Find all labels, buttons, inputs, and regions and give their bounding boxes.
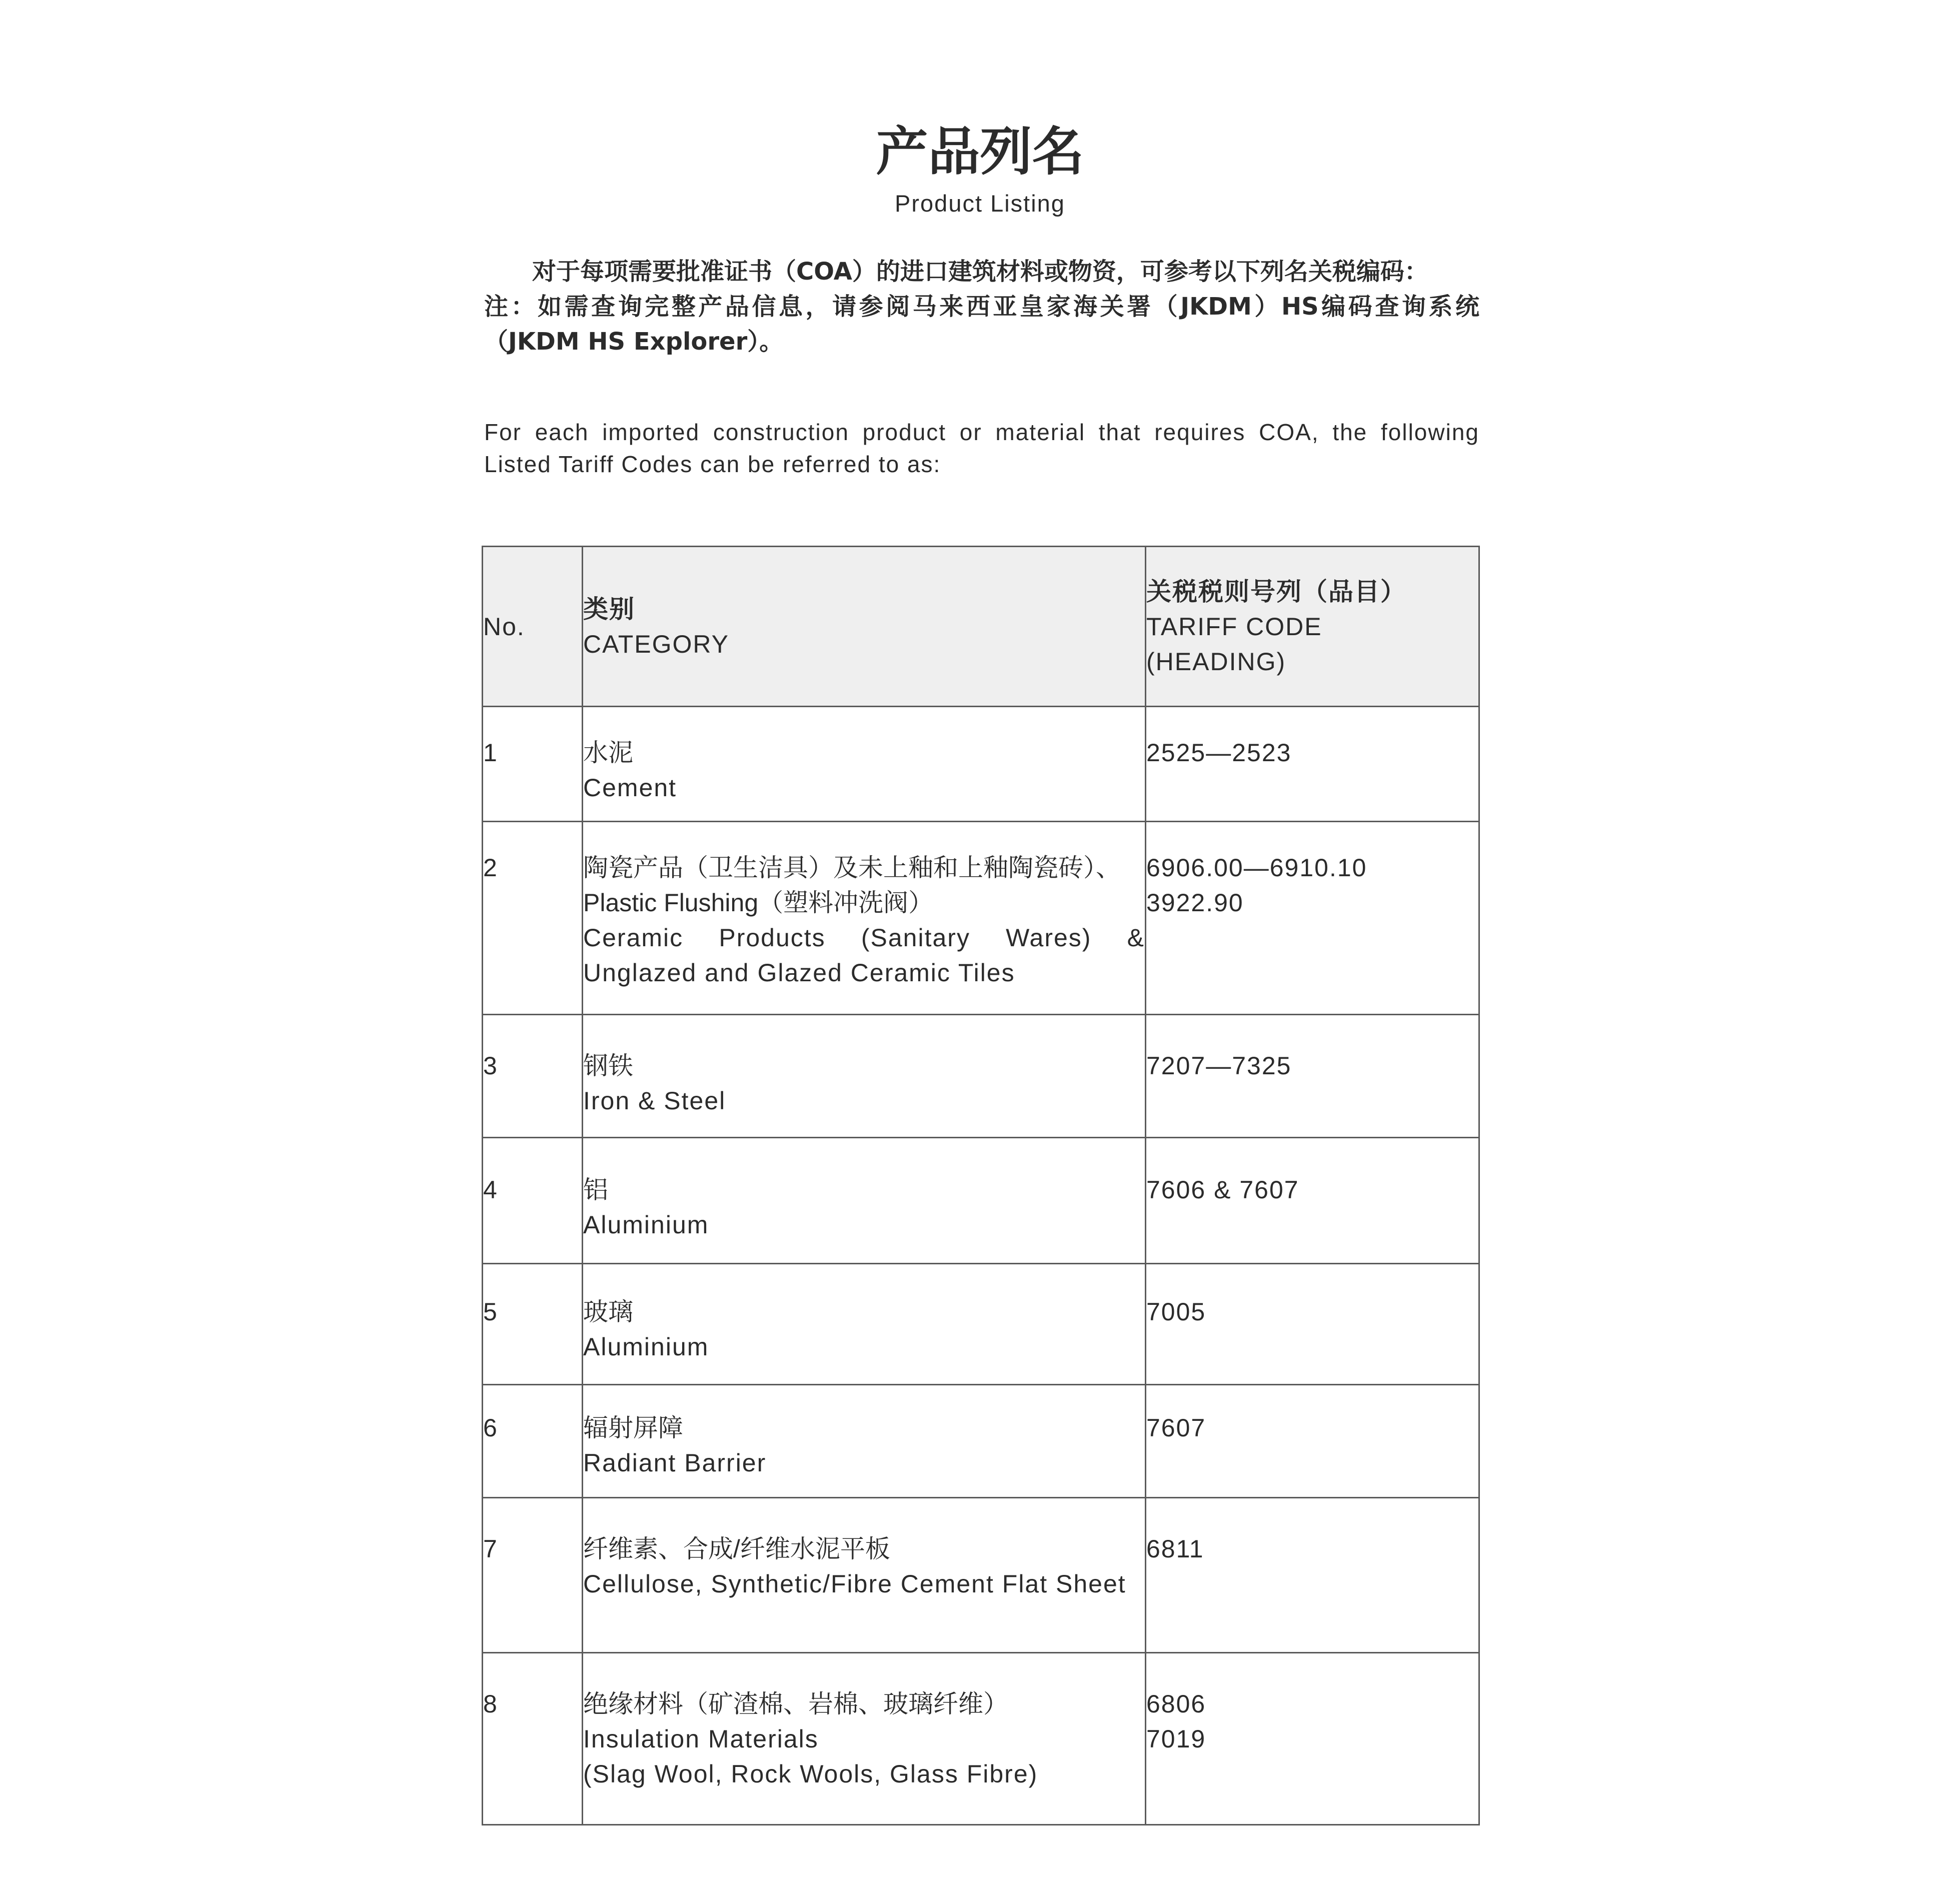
category-zh: 辐射屏障 <box>583 1414 683 1442</box>
header-code-en-1: TARIFF CODE <box>1146 612 1322 641</box>
intro-zh-paragraph-2: 注：如需查询完整产品信息，请参阅马来西亚皇家海关署（JKDM）HS编码查询系统（JKDM HS Explorer）。 <box>484 293 1479 356</box>
category-zh: 纤维素、合成/纤维水泥平板 <box>583 1535 890 1563</box>
intro-zh <box>484 254 1479 359</box>
table-row <box>483 1385 1479 1498</box>
header-code-en-2: (HEADING) <box>1146 647 1286 676</box>
row-number: 3 <box>483 1015 583 1138</box>
row-tariff-code <box>1146 707 1479 822</box>
tariff-code-table <box>482 546 1480 1825</box>
category-en: Aluminium <box>583 1211 709 1239</box>
row-number: 4 <box>483 1138 583 1264</box>
row-tariff-code <box>1146 822 1479 1015</box>
table-row <box>483 822 1479 1015</box>
category-zh: 绝缘材料（矿渣棉、岩棉、玻璃纤维） <box>583 1690 1008 1718</box>
category-zh: 水泥 <box>583 739 633 767</box>
row-category <box>583 1385 1146 1498</box>
table-row <box>483 1264 1479 1385</box>
table-row <box>483 1653 1479 1825</box>
row-category <box>583 1498 1146 1653</box>
category-zh: 陶瓷产品（卫生洁具）及未上釉和上釉陶瓷砖）、Plastic Flushing（塑料冲洗阀） <box>583 854 1121 917</box>
header-no: No. <box>483 547 583 707</box>
tariff-code-value: 7207—7325 <box>1146 1052 1292 1080</box>
row-number: 8 <box>483 1653 583 1825</box>
category-en: Cement <box>583 774 677 802</box>
page-title-zh: 产品列名 <box>876 121 1084 182</box>
table-row <box>483 1015 1479 1138</box>
row-category <box>583 822 1146 1015</box>
category-zh: 铝 <box>583 1176 608 1204</box>
category-zh: 玻璃 <box>583 1298 633 1326</box>
table-row <box>483 1498 1479 1653</box>
tariff-code-value: 6906.00—6910.10 3922.90 <box>1146 854 1367 917</box>
header-category-en: CATEGORY <box>583 630 729 658</box>
tariff-code-value: 7607 <box>1146 1414 1206 1442</box>
row-number: 7 <box>483 1498 583 1653</box>
category-en: Ceramic Products (Sanitary Wares) & Unglazed and Glazed Ceramic Tiles <box>583 924 1145 987</box>
category-zh: 钢铁 <box>583 1052 633 1080</box>
row-number: 1 <box>483 707 583 822</box>
row-category <box>583 707 1146 822</box>
row-category <box>583 1653 1146 1825</box>
category-en: Radiant Barrier <box>583 1449 767 1477</box>
tariff-code-value: 6811 <box>1146 1535 1204 1563</box>
tariff-code-value: 2525—2523 <box>1146 739 1292 767</box>
row-tariff-code <box>1146 1015 1479 1138</box>
table-header-row <box>483 547 1479 707</box>
tariff-code-value: 7005 <box>1146 1298 1206 1326</box>
row-tariff-code <box>1146 1138 1479 1264</box>
row-category <box>583 1015 1146 1138</box>
row-tariff-code <box>1146 1385 1479 1498</box>
row-number: 2 <box>483 822 583 1015</box>
page-title-en: Product Listing <box>895 190 1065 217</box>
category-en: Aluminium <box>583 1333 709 1361</box>
row-category <box>583 1138 1146 1264</box>
row-category <box>583 1264 1146 1385</box>
header-category <box>583 547 1146 707</box>
table-row <box>483 1138 1479 1264</box>
tariff-code-value: 7606 & 7607 <box>1146 1176 1299 1204</box>
row-tariff-code <box>1146 1653 1479 1825</box>
intro-en-paragraph: For each imported construction product or material that requires COA, the following Listed Tariff Codes can be referred to as: <box>484 419 1479 477</box>
category-en: Iron & Steel <box>583 1087 726 1115</box>
intro-zh-paragraph-1: 对于每项需要批准证书（COA）的进口建筑材料或物资，可参考以下列名关税编码： <box>532 258 1428 286</box>
category-en: Cellulose, Synthetic/Fibre Cement Flat Sheet <box>583 1570 1126 1598</box>
header-code-zh: 关税税则号列（品目） <box>1146 577 1406 606</box>
row-tariff-code <box>1146 1264 1479 1385</box>
row-number: 5 <box>483 1264 583 1385</box>
header-category-zh: 类别 <box>583 595 635 623</box>
row-tariff-code <box>1146 1498 1479 1653</box>
header-tariff-code <box>1146 547 1479 707</box>
row-number: 6 <box>483 1385 583 1498</box>
tariff-code-value: 6806 7019 <box>1146 1690 1206 1753</box>
table-row <box>483 707 1479 822</box>
category-en: Insulation Materials (Slag Wool, Rock Wools, Glass Fibre) <box>583 1725 1038 1788</box>
